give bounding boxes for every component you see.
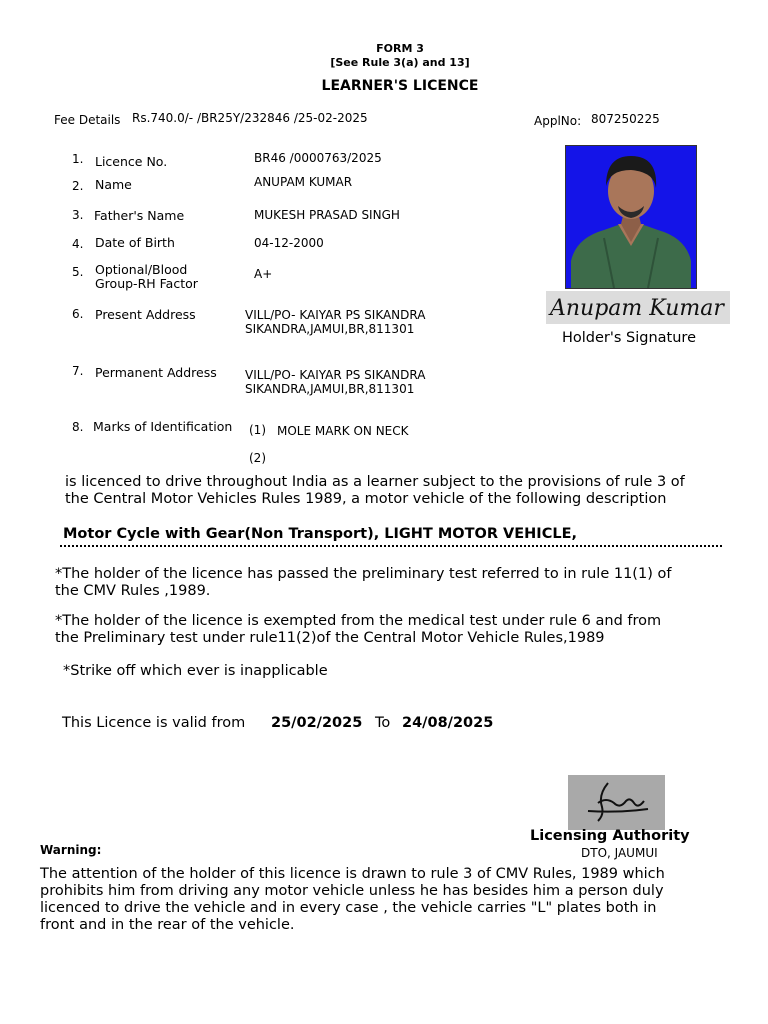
- blood-group-label-line2: Group-RH Factor: [95, 276, 198, 291]
- vehicle-class: Motor Cycle with Gear(Non Transport), LIGHT MOTOR VEHICLE,: [63, 526, 577, 542]
- document-title: LEARNER'S LICENCE: [321, 78, 479, 94]
- mark1-value: MOLE MARK ON NECK: [277, 424, 409, 438]
- valid-from-date: 25/02/2025: [271, 715, 363, 731]
- fee-details-value: Rs.740.0/- /BR25Y/232846 /25-02-2025: [132, 111, 368, 125]
- warning-line1: The attention of the holder of this licence is drawn to rule 3 of CMV Rules, 1989 which: [40, 866, 665, 882]
- form-number: FORM 3: [376, 42, 424, 55]
- preliminary-test-line1: *The holder of the licence has passed the preliminary test referred to in rule 11(1) of: [55, 566, 672, 582]
- licence-no-value: BR46 /0000763/2025: [254, 151, 382, 165]
- holder-signature-caption: Holder's Signature: [562, 330, 696, 346]
- permanent-address-line1: VILL/PO- KAIYAR PS SIKANDRA: [245, 368, 426, 382]
- authority-signature: [568, 775, 665, 830]
- present-address-line2: SIKANDRA,JAMUI,BR,811301: [245, 322, 415, 336]
- licensing-authority-office: DTO, JAUMUI: [581, 846, 658, 860]
- validity-prefix: This Licence is valid from: [62, 715, 246, 731]
- dob-label: Date of Birth: [95, 235, 175, 250]
- warning-line4: front and in the rear of the vehicle.: [40, 917, 295, 933]
- name-value: ANUPAM KUMAR: [254, 175, 353, 189]
- permanent-address-label: Permanent Address: [95, 365, 217, 380]
- preliminary-test-line2: the CMV Rules ,1989.: [55, 583, 211, 599]
- rule-reference: [See Rule 3(a) and 13]: [330, 56, 470, 69]
- field-number: 7.: [72, 364, 84, 378]
- svg-text:Anupam Kumar: Anupam Kumar: [550, 296, 724, 321]
- valid-to-date: 24/08/2025: [402, 715, 494, 731]
- mark1-number: (1): [249, 423, 266, 437]
- field-number: 8.: [72, 420, 84, 434]
- licence-text-line1: is licenced to drive throughout India as a learner subject to the provisions of rule 3 of: [65, 474, 685, 490]
- name-label: Name: [95, 177, 132, 192]
- licence-text-line2: the Central Motor Vehicles Rules 1989, a motor vehicle of the following description: [65, 491, 667, 507]
- appl-no-value: 807250225: [591, 112, 660, 126]
- warning-label: Warning:: [40, 843, 102, 857]
- identification-marks-label: Marks of Identification: [93, 419, 233, 434]
- blood-group-label-line1: Optional/Blood: [95, 262, 188, 277]
- field-number: 6.: [72, 307, 84, 321]
- exempt-test-line2: the Preliminary test under rule11(2)of the Central Motor Vehicle Rules,1989: [55, 630, 605, 646]
- licensing-authority-title: Licensing Authority: [530, 828, 690, 844]
- blood-group-value: A+: [254, 267, 273, 281]
- field-number: 2.: [72, 179, 84, 193]
- mark2-number: (2): [249, 451, 266, 465]
- present-address-line1: VILL/PO- KAIYAR PS SIKANDRA: [245, 308, 426, 322]
- dotted-divider: [60, 545, 722, 547]
- permanent-address-line2: SIKANDRA,JAMUI,BR,811301: [245, 382, 415, 396]
- dob-value: 04-12-2000: [254, 236, 324, 250]
- present-address-label: Present Address: [95, 307, 196, 322]
- warning-line2: prohibits him from driving any motor vehicle unless he has besides him a person duly: [40, 883, 664, 899]
- exempt-test-line1: *The holder of the licence is exempted from the medical test under rule 6 and from: [55, 613, 662, 629]
- validity-to-label: To: [375, 715, 391, 731]
- field-number: 4.: [72, 237, 84, 251]
- holder-signature-image: [546, 291, 730, 324]
- authority-signature-image: [568, 775, 665, 830]
- licence-no-label: Licence No.: [95, 154, 168, 169]
- holder-photo: [565, 145, 697, 289]
- warning-line3: licenced to drive the vehicle and in every case , the vehicle carries "L" plates both in: [40, 900, 657, 916]
- fee-details-label: Fee Details: [54, 113, 121, 127]
- field-number: 5.: [72, 265, 84, 279]
- field-number: 1.: [72, 152, 84, 166]
- holder-signature: [546, 291, 730, 324]
- fathers-name-value: MUKESH PRASAD SINGH: [254, 208, 400, 222]
- person-silhouette-icon: [566, 146, 696, 288]
- strike-off-note: *Strike off which ever is inapplicable: [63, 663, 328, 679]
- fathers-name-label: Father's Name: [94, 208, 185, 223]
- appl-no-label: ApplNo:: [534, 114, 582, 128]
- field-number: 3.: [72, 208, 84, 222]
